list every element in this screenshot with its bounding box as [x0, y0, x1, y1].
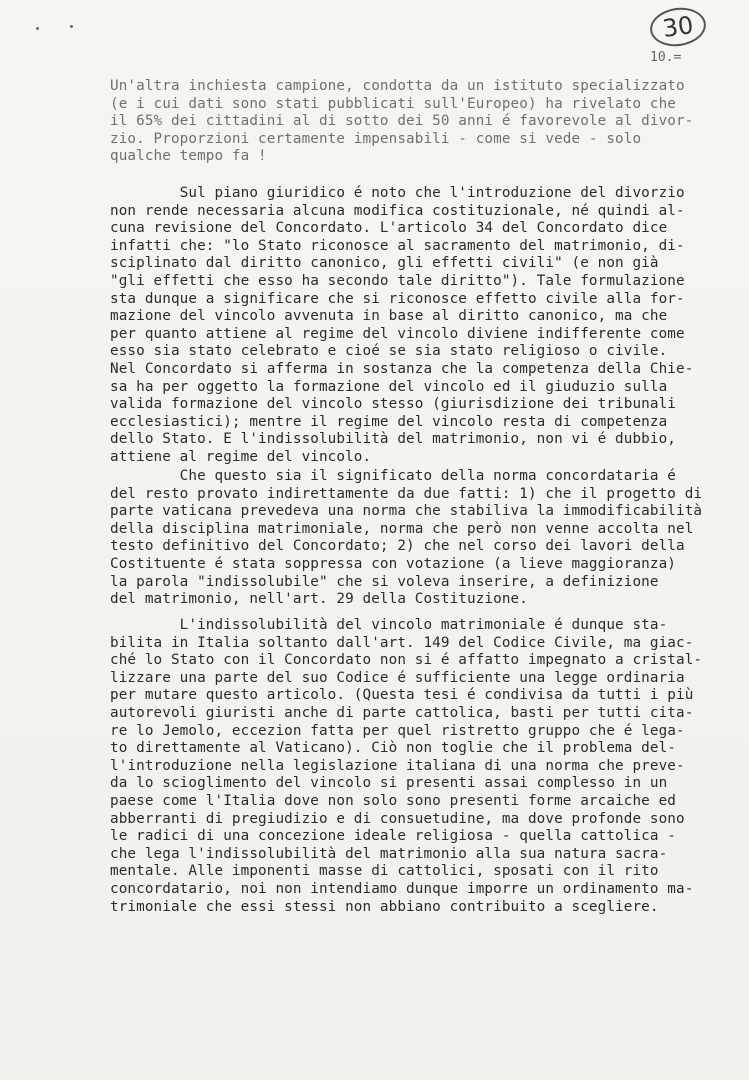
paragraph-concordat-interpretation: Che questo sia il significato della norma concordataria é del resto provato indirettamente da due fatti: 1) che il progetto di parte vaticana prevedeva una norma che stabiliva la immodificabilità della disciplina matrimoniale, norma che però non venne accolta nel testo definitivo del Concordato; 2) che nel corso dei lavori della Costituente é stata soppressa con votazione (a lieve maggioranza) la parola "indissolubile" che si voleva inserire, a definizione del matrimonio, nell'art. 29 della Costituzione.: [110, 468, 703, 608]
typed-page-number: 10.=: [650, 50, 682, 65]
paper-speck: [36, 27, 39, 30]
paragraph-legal-basis: Sul piano giuridico é noto che l'introduzione del divorzio non rende necessaria alcuna modifica costituzionale, né quindi al- cuna revisione del Concordato. L'articolo 34 del Concordato dice infatti che: "lo Stato riconosce al sacramento del matrimonio, di- sciplinato dal diritto canonico, gli effetti civili" (e non già "gli effetti che esso ha secondo tale diritto"). Tale formulazione sta dunque a significare che si riconosce effetto civile alla for- mazione del vincolo avvenuta in base al diritto canonico, ma che per quanto attiene al regime del vincolo diviene indifferente come esso sia stato celebrato e cioé se sia stato religioso o civile. Nel Concordato si afferma in sostanza che la competenza della Chie- sa ha per oggetto la formazione del vincolo ed il giuduzio sulla valida formazione del vincolo stesso (giurisdizione dei tribunali ecclesiastici); mentre il regime del vincolo resta di competenza dello Stato. E l'indissolubilità del matrimonio, non vi é dubbio, attiene al regime del vincolo.: [110, 185, 694, 465]
paragraph-indissolubility: L'indissolubilità del vincolo matrimoniale é dunque sta- bilita in Italia soltanto dall'art. 149 del Codice Civile, ma giac- ché lo Stato con il Concordato non si é affatto impegnato a cristal- lizzare una parte del suo Codice é sufficiente una legge ordinaria per mutare questo articolo. (Questa tesi é condivisa da tutti i più autorevoli giuristi anche di parte cattolica, basti per tutti cita- re lo Jemolo, eccezion fatta per quel ristretto gruppo che é lega- to direttamente al Vaticano). Ciò non toglie che il problema del- l'introduzione nella legislazione italiana di una norma che preve- da lo scioglimento del vincolo si presenti assai complesso in un paese come l'Italia dove non solo sono presenti forme arcaiche ed abberranti di pregiudizio e di consuetudine, ma dove profonde sono le radici di una concezione ideale religiosa - quella cattolica - che lega l'indissolubilità del matrimonio alla sua natura sacra- mentale. Alle imponenti masse di cattolici, sposati con il rito concordatario, noi non intendiamo dunque imporre un ordinamento ma- trimoniale che essi stessi non abbiano contribuito a scegliere.: [110, 617, 703, 915]
paragraph-survey: Un'altra inchiesta campione, condotta da un istituto specializzato (e i cui dati sono stati pubblicati sull'Europeo) ha rivelato che il 65% dei cittadini al di sotto dei 50 anni é favorevole al divor- zio. Proporzioni certamente impensabili - come si vede - solo qualche tempo fa !: [110, 78, 694, 165]
paper-speck: [70, 25, 73, 28]
handwritten-page-number: 30: [648, 4, 709, 49]
